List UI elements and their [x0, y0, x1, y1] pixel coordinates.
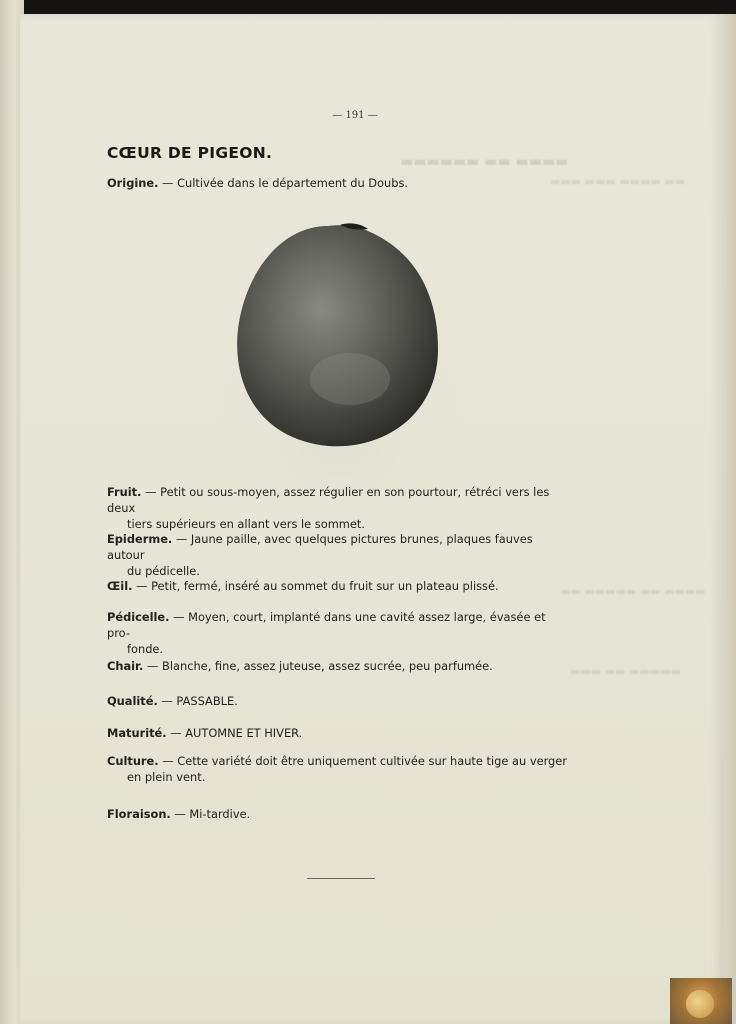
entry-text: — Petit, fermé, inséré au sommet du fruit sur un plateau plissé.: [132, 579, 499, 593]
entry-text: — PASSABLE.: [157, 694, 238, 708]
entry-label: Floraison.: [107, 807, 171, 821]
entry-pedicelle: [107, 609, 572, 657]
entry-culture: [107, 753, 572, 785]
entry-text: — Cette variété doit être uniquement cultivée sur haute tige au verger: [158, 754, 567, 768]
entry-text: — AUTOMNE ET HIVER.: [166, 726, 303, 740]
entry-label: Qualité.: [107, 694, 158, 708]
entry-origine: [107, 175, 572, 191]
show-through-title: ▬▬▬▬ ▬▬ ▬▬▬▬▬▬: [400, 154, 569, 170]
entry-text: — Moyen, court, implanté dans une cavité assez large, évasée et pro-: [107, 610, 546, 640]
entry-label: Pédicelle.: [107, 610, 170, 624]
entry-text: — Jaune paille, avec quelques pictures brunes, plaques fauves autour: [107, 532, 533, 562]
fruit-thumbnail-icon: [686, 990, 714, 1018]
book-page: [20, 14, 724, 1024]
entry-text: — Petit ou sous-moyen, assez régulier en son pourtour, rétréci vers les deux: [107, 485, 550, 515]
closing-rule-divider: [307, 878, 375, 879]
entry-continuation: fonde.: [127, 642, 164, 656]
entry-epiderme: [107, 531, 572, 579]
entry-continuation: tiers supérieurs en allant vers le sommet.: [127, 517, 365, 531]
entry-fruit: [107, 484, 572, 532]
show-through-text: ▬▬ ▬▬▬▬▬ ▬▬ ▬▬▬▬: [560, 585, 706, 598]
entry-label: Chair.: [107, 659, 144, 673]
entry-label: Origine.: [107, 176, 159, 190]
show-through-text: ▬▬▬ ▬▬▬ ▬▬▬▬ ▬▬: [550, 175, 686, 188]
entry-chair: [107, 658, 572, 674]
entry-label: Fruit.: [107, 485, 142, 499]
entry-label: Maturité.: [107, 726, 167, 740]
entry-label: Œil.: [107, 579, 133, 593]
page-title: CŒUR DE PIGEON.: [107, 144, 273, 162]
entry-oeil: [107, 578, 572, 594]
entry-floraison: [107, 806, 572, 822]
entry-continuation: en plein vent.: [127, 770, 206, 784]
entry-maturite: [107, 725, 572, 741]
show-through-text: ▬▬▬ ▬▬ ▬▬▬▬▬: [570, 665, 681, 678]
entry-qualite: [107, 693, 572, 709]
page-number: — 191 —: [332, 110, 378, 121]
entry-text: — Blanche, fine, assez juteuse, assez sucrée, peu parfumée.: [143, 659, 493, 673]
entry-label: Epiderme.: [107, 532, 173, 546]
book-right-edge: [724, 14, 736, 1024]
entry-continuation: du pédicelle.: [127, 564, 200, 578]
entry-text: — Cultivée dans le département du Doubs.: [158, 176, 409, 190]
entry-text: — Mi-tardive.: [170, 807, 251, 821]
entry-label: Culture.: [107, 754, 159, 768]
